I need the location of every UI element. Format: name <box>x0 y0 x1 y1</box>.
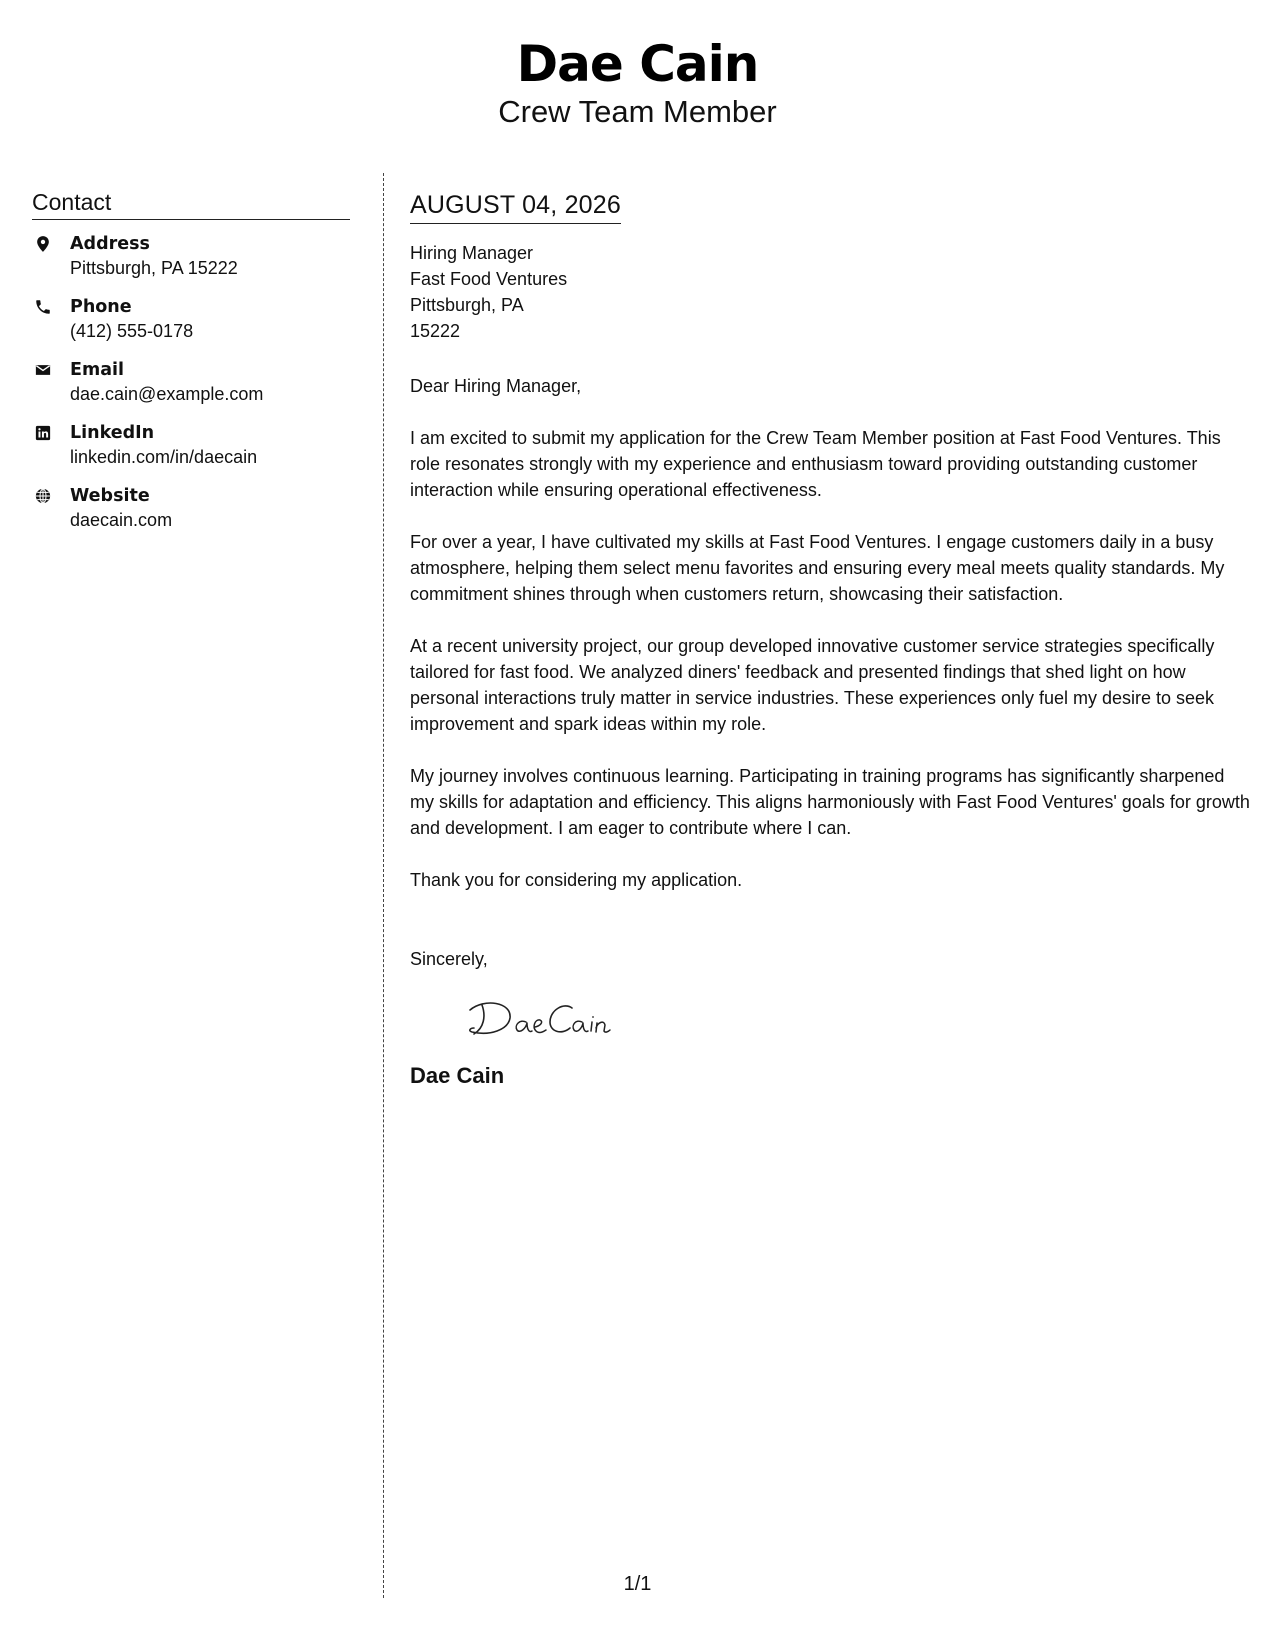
contact-heading: Contact <box>32 188 350 220</box>
recipient-line: Pittsburgh, PA <box>410 295 524 315</box>
letter-body <box>410 190 1250 1090</box>
contact-value: linkedin.com/in/daecain <box>70 447 258 467</box>
handwritten-signature <box>464 992 624 1044</box>
column-divider <box>383 173 384 1598</box>
contact-list <box>32 232 350 547</box>
body-paragraph: My journey involves continuous learning. Participating in training programs has significantly sharpened my skills for adaptation and efficiency. This aligns harmoniously with Fast Food Ventures' goals for growth and development. I am eager to contribute where I can. <box>410 766 1250 838</box>
linkedin-icon <box>34 424 52 442</box>
closing: Sincerely, <box>410 949 488 969</box>
recipient-line: Hiring Manager <box>410 243 534 263</box>
job-title: Crew Team Member <box>498 94 777 129</box>
contact-label: LinkedIn <box>70 423 155 443</box>
date-block <box>410 190 621 224</box>
contact-item-linkedin <box>32 421 350 484</box>
page-number: 1/1 <box>623 1573 652 1595</box>
phone-icon <box>34 298 52 316</box>
letter-header <box>0 34 1275 130</box>
applicant-name: Dae Cain <box>516 35 759 93</box>
recipient-block <box>410 240 1250 344</box>
contact-value: daecain.com <box>70 510 173 530</box>
body-paragraph: For over a year, I have cultivated my skills at Fast Food Ventures. I engage customers daily in a busy atmosphere, helping them select menu favorites and ensuring every meal meets quality standards. My commitment shines through when customers return, showcasing their satisfaction. <box>410 532 1225 604</box>
globe-icon <box>34 487 52 505</box>
contact-item-address <box>32 232 350 295</box>
contact-label: Email <box>70 360 124 380</box>
contact-value: (412) 555-0178 <box>70 321 194 341</box>
contact-value: Pittsburgh, PA 15222 <box>70 258 238 278</box>
contact-label: Phone <box>70 297 132 317</box>
recipient-line: Fast Food Ventures <box>410 269 568 289</box>
contact-item-phone <box>32 295 350 358</box>
envelope-icon <box>34 361 52 379</box>
signer-name: Dae Cain <box>410 1063 505 1088</box>
body-paragraph: At a recent university project, our group developed innovative customer service strategies specifically tailored for fast food. We analyzed diners' feedback and presented findings that shed light on how personal interactions truly matter in service industries. These experiences only fuel my desire to seek improvement and spark ideas within my role. <box>410 636 1215 734</box>
contact-sidebar <box>32 188 350 547</box>
letter-date: AUGUST 04, 2026 <box>410 191 621 219</box>
contact-value: dae.cain@example.com <box>70 384 264 404</box>
contact-item-email <box>32 358 350 421</box>
body-paragraph: I am excited to submit my application for the Crew Team Member position at Fast Food Ventures. This role resonates strongly with my experience and enthusiasm toward providing outstanding customer interaction while ensuring operational effectiveness. <box>410 428 1221 500</box>
salutation: Dear Hiring Manager, <box>410 376 582 396</box>
contact-label: Address <box>70 234 150 254</box>
map-pin-icon <box>34 235 52 253</box>
contact-label: Website <box>70 486 150 506</box>
recipient-line: 15222 <box>410 321 461 341</box>
contact-item-website <box>32 484 350 547</box>
body-paragraph: Thank you for considering my application. <box>410 870 743 890</box>
